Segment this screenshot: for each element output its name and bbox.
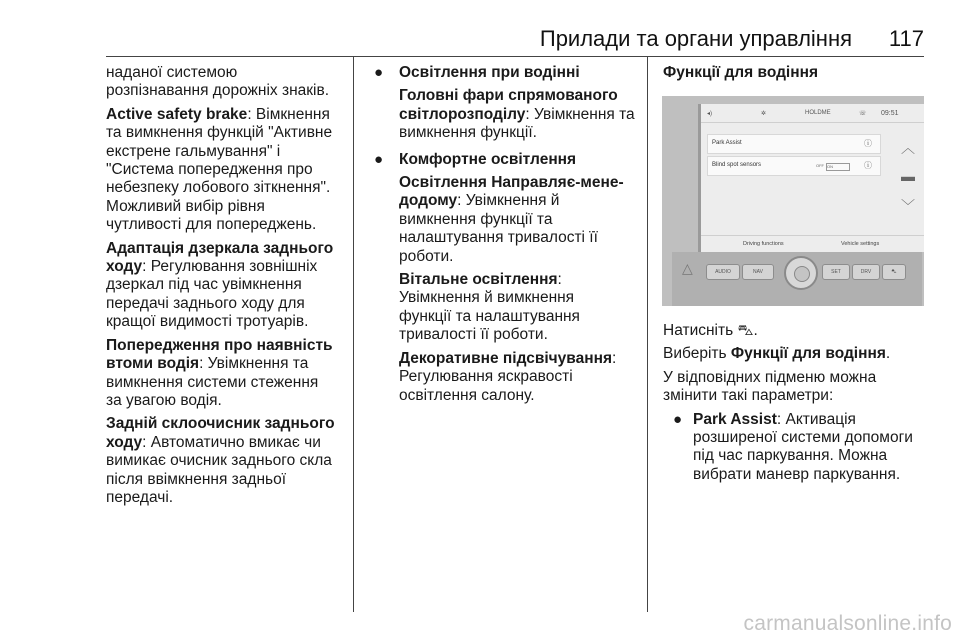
chevron-up-icon[interactable]: ︿	[901, 140, 915, 156]
bullet-comfort-lighting: ● Комфортне освітлення	[374, 150, 577, 168]
instruction-press: Натисніть ⛍.	[663, 322, 758, 339]
control-console	[672, 252, 922, 306]
section-heading: Функції для водіння	[663, 64, 819, 81]
watermark-brand: carmanualsonline.info	[743, 612, 952, 635]
setting-row-park-assist[interactable]: Park Assist ⓘ	[707, 134, 881, 154]
settings-icon: ✲	[761, 111, 767, 117]
info-icon[interactable]: ⓘ	[864, 139, 872, 148]
column-divider-2	[647, 57, 648, 612]
tab-driving-functions[interactable]: Driving functions	[743, 241, 784, 247]
paragraph-adaptive-headlights: Головні фари спрямованого світлорозподілу: Увімкнення та вимкнення функції.	[399, 87, 635, 142]
paragraph-driver-fatigue: Попередження про наявність втоми водія: Увімкнення та вимкнення системи стеження за увагою водія.	[106, 336, 333, 409]
scroll-thumb-icon[interactable]: ▬	[901, 168, 915, 184]
paragraph-intro: наданої системою розпізнавання дорожніх знаків.	[106, 64, 330, 100]
column-right	[663, 64, 928, 87]
bullet-dot: ●	[673, 410, 683, 428]
toggle-switch[interactable]: ON	[826, 163, 850, 171]
bullet-dot: ●	[374, 150, 384, 168]
status-bar: ◂) ✲ HOLDME ☏ 09:51	[701, 104, 924, 123]
set-button[interactable]: SET	[822, 264, 850, 280]
infotainment-illustration	[662, 96, 924, 306]
volume-knob[interactable]	[784, 256, 818, 290]
column-right-text	[663, 322, 928, 489]
car-settings-button[interactable]: ⛍	[882, 264, 906, 280]
page-number: 117	[888, 26, 924, 51]
bullet-dot: ●	[374, 64, 384, 81]
car-settings-icon: ⛍	[737, 322, 754, 339]
column-left	[106, 64, 346, 512]
paragraph-mirror-adaptation: Адаптація дзеркала заднього ходу: Регулювання зовнішніх дзеркал під час увімкнення передачі заднього ходу для кращої видимості тротуарів.	[106, 239, 334, 331]
audio-button[interactable]: AUDIO	[706, 264, 740, 280]
paragraph-active-safety-brake: Active safety brake: Вімкнення та вимкнення функцій "Активне екстрене гальмування" і "Система попередження про небезпеку лобового зіткнення". Можливий вибір рівня чутливості для попереджень.	[106, 105, 333, 234]
hazard-icon[interactable]: △	[682, 260, 693, 276]
page-header	[0, 0, 960, 56]
instruction-select: Виберіть Функції для водіння.	[663, 345, 891, 363]
instruction-submenu: У відповідних підменю можна змінити такі параметри:	[663, 368, 877, 405]
audio-icon: ◂)	[707, 111, 713, 117]
paragraph-ambient-lighting: Декоративне підсвічування: Регулювання яскравості освітлення салону.	[399, 349, 617, 404]
phone-icon: ☏	[859, 111, 867, 117]
bullet-park-assist: ● Park Assist: Активація розширеної системи допомоги під час паркування. Можна вибрати маневр паркування.	[673, 410, 913, 483]
info-icon[interactable]: ⓘ	[864, 161, 872, 170]
nav-button[interactable]: NAV	[742, 264, 774, 280]
drv-button[interactable]: DRV	[852, 264, 880, 280]
paragraph-rear-wiper: Задній склоочисник заднього ходу: Автоматично вмикає чи вимикає очисник заднього скла після ввімкнення задньої передачі.	[106, 415, 335, 506]
term-active-safety-brake: Active safety brake	[106, 105, 248, 123]
column-middle	[371, 64, 639, 410]
header-divider	[106, 56, 924, 57]
tab-vehicle-settings[interactable]: Vehicle settings	[841, 241, 880, 247]
infotainment-screen	[698, 104, 924, 252]
paragraph-guide-me-home: Освітлення Направляє-мене- додому: Увімкнення й вимкнення функції та налаштування тривалості її роботи.	[399, 174, 624, 265]
screen-tabs	[701, 235, 924, 252]
column-divider-1	[353, 57, 354, 612]
chevron-down-icon[interactable]: ﹀	[901, 198, 915, 214]
page-title: Прилади та органи управління	[539, 26, 852, 51]
paragraph-welcome-lighting: Вітальне освітлення: Увімкнення й вимкнення функції та налаштування тривалості її роботи.	[399, 271, 580, 344]
bullet-driving-lighting: ● Освітлення при водінні	[374, 64, 580, 81]
setting-row-blind-spot[interactable]: Blind spot sensors OFF ON ⓘ	[707, 156, 881, 176]
